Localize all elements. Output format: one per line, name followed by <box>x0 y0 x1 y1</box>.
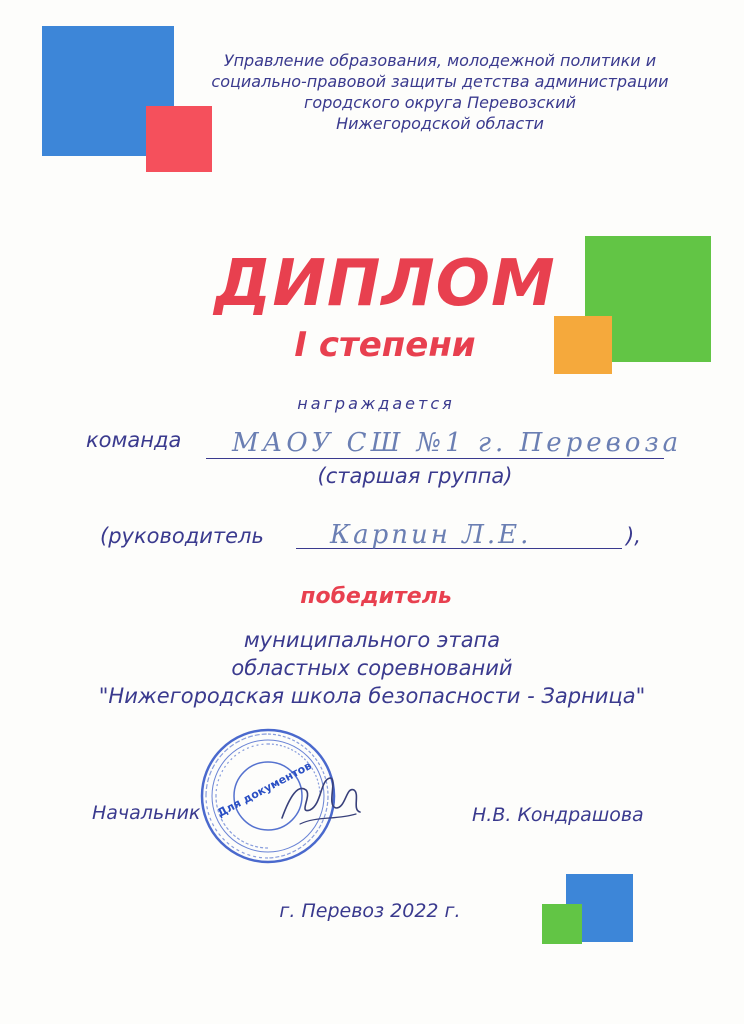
awarded-label: награждается <box>297 394 455 413</box>
diploma-title: ДИПЛОМ <box>214 247 556 321</box>
leader-label: (руководитель <box>100 524 264 548</box>
competition-line: областных соревнований <box>231 656 513 680</box>
team-handwritten-name: МАОУ СШ №1 г. Перевоза <box>232 428 683 458</box>
chief-name: Н.В. Кондрашова <box>472 804 644 826</box>
organization-line: Управление образования, молодежной политики и <box>223 51 657 70</box>
competition-description <box>40 626 704 710</box>
competition-line: муниципального этапа <box>243 628 501 652</box>
organization-line: городского округа Перевозский <box>304 93 576 112</box>
winner-label: победитель <box>300 584 452 609</box>
organization-line: социально-правовой защиты детства администрации <box>211 72 669 91</box>
stamp-text: Для документов <box>215 759 314 820</box>
team-label: команда <box>86 428 182 452</box>
chief-label: Начальник <box>92 802 201 824</box>
leader-handwritten-name: Карпин Л.Е. <box>330 520 532 550</box>
diploma-degree: I степени <box>294 325 476 365</box>
organization-line: Нижегородской области <box>336 114 544 133</box>
decor-square-green-bottom <box>542 904 582 944</box>
competition-line: "Нижегородская школа безопасности - Зарница" <box>98 684 646 708</box>
leader-close-paren: ), <box>626 524 641 548</box>
group-label: (старшая группа) <box>317 464 513 488</box>
organization-header <box>190 50 690 134</box>
handwritten-signature <box>276 766 366 836</box>
team-underline <box>206 458 664 459</box>
place-and-date: г. Перевоз 2022 г. <box>279 900 461 922</box>
